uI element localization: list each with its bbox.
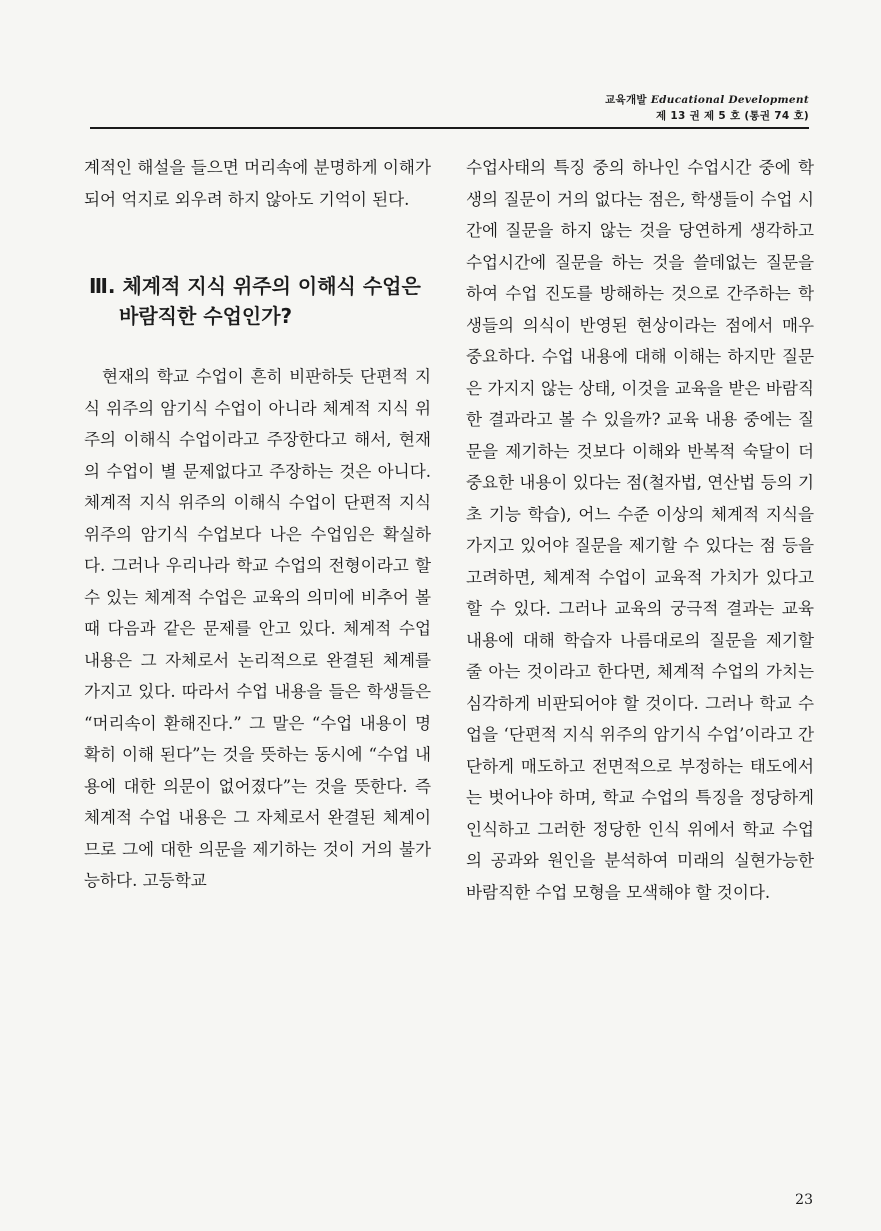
journal-title-ko: 교육개발 — [605, 94, 647, 106]
right-column — [466, 152, 814, 908]
section-heading: Ⅲ. 체계적 지식 위주의 이해식 수업은 바람직한 수업인가? — [89, 274, 421, 328]
journal-title-en: Educational Development — [650, 94, 809, 106]
body-paragraph-right: 수업사태의 특징 중의 하나인 수업시간 중에 학생의 질문이 거의 없다는 점은, 학생들이 수업 시간에 질문을 하지 않는 것을 당연하게 생각하고 수업시간에 질문을 하는 것을 쓸데없는 질문을 하여 수업 진도를 방해하는 것으로 간주하는 학생들의 의식이 반영된 현상이라는 점에서 매우 중요하다. 수업 내용에 대해 이해는 하지만 질문은 가지지 않는 상태, 이것을 교육을 받은 바람직한 결과라고 볼 수 있을까? 교육 내용 중에는 질문을 제기하는 것보다 이해와 반복적 숙달이 더 중요한 내용이 있다는 점(철자법, 연산법 등의 기초 기능 학습), 어느 수준 이상의 체계적 지식을 가지고 있어야 질문을 제기할 수 있다는 점 등을 고려하면, 체계적 수업이 교육적 가치가 있다고 할 수 있다. 그러나 교육의 궁극적 결과는 교육 내용에 대해 학습자 나름대로의 질문을 제기할 줄 아는 것이라고 한다면, 체계적 수업의 가치는 심각하게 비판되어야 할 것이다. 그러나 학교 수업을 ‘단편적 지식 위주의 암기식 수업’이라고 간단하게 매도하고 전면적으로 부정하는 태도에서는 벗어나야 하며, 학교 수업의 특징을 정당하게 인식하고 그러한 정당한 인식 위에서 학교 수업의 공과와 원인을 분석하여 미래의 실현가능한 바람직한 수업 모형을 모색해야 할 것이다. — [466, 158, 814, 902]
running-header — [605, 92, 809, 124]
left-column — [84, 152, 431, 897]
journal-title — [605, 92, 809, 108]
body-paragraph-left: 현재의 학교 수업이 흔히 비판하듯 단편적 지식 위주의 암기식 수업이 아니라 체계적 지식 위주의 이해식 수업이라고 주장한다고 해서, 현재의 수업이 별 문제없다고 주장하는 것은 아니다. 체계적 지식 위주의 이해식 수업이 단편적 지식 위주의 암기식 수업보다 나은 수업임은 확실하다. 그러나 우리나라 학교 수업의 전형이라고 할 수 있는 체계적 수업은 교육의 의미에 비추어 볼 때 다음과 같은 문제를 안고 있다. 체계적 수업 내용은 그 자체로서 논리적으로 완결된 체계를 가지고 있다. 따라서 수업 내용을 들은 학생들은 “머리속이 환해진다.” 그 말은 “수업 내용이 명확히 이해 된다”는 것을 뜻하는 동시에 “수업 내용에 대한 의문이 없어졌다”는 것을 뜻한다. 즉 체계적 수업 내용은 그 자체로서 완결된 체계이므로 그에 대한 의문을 제기하는 것이 거의 불가능하다. 고등학교 — [84, 367, 431, 890]
continuation-paragraph: 계적인 해설을 들으면 머리속에 분명하게 이해가 되어 억지로 외우려 하지 않아도 기억이 된다. — [84, 158, 431, 209]
page-number: 23 — [795, 1192, 813, 1208]
header-rule — [90, 127, 809, 129]
volume-info: 제 13 권 제 5 호 (통권 74 호) — [656, 110, 809, 122]
